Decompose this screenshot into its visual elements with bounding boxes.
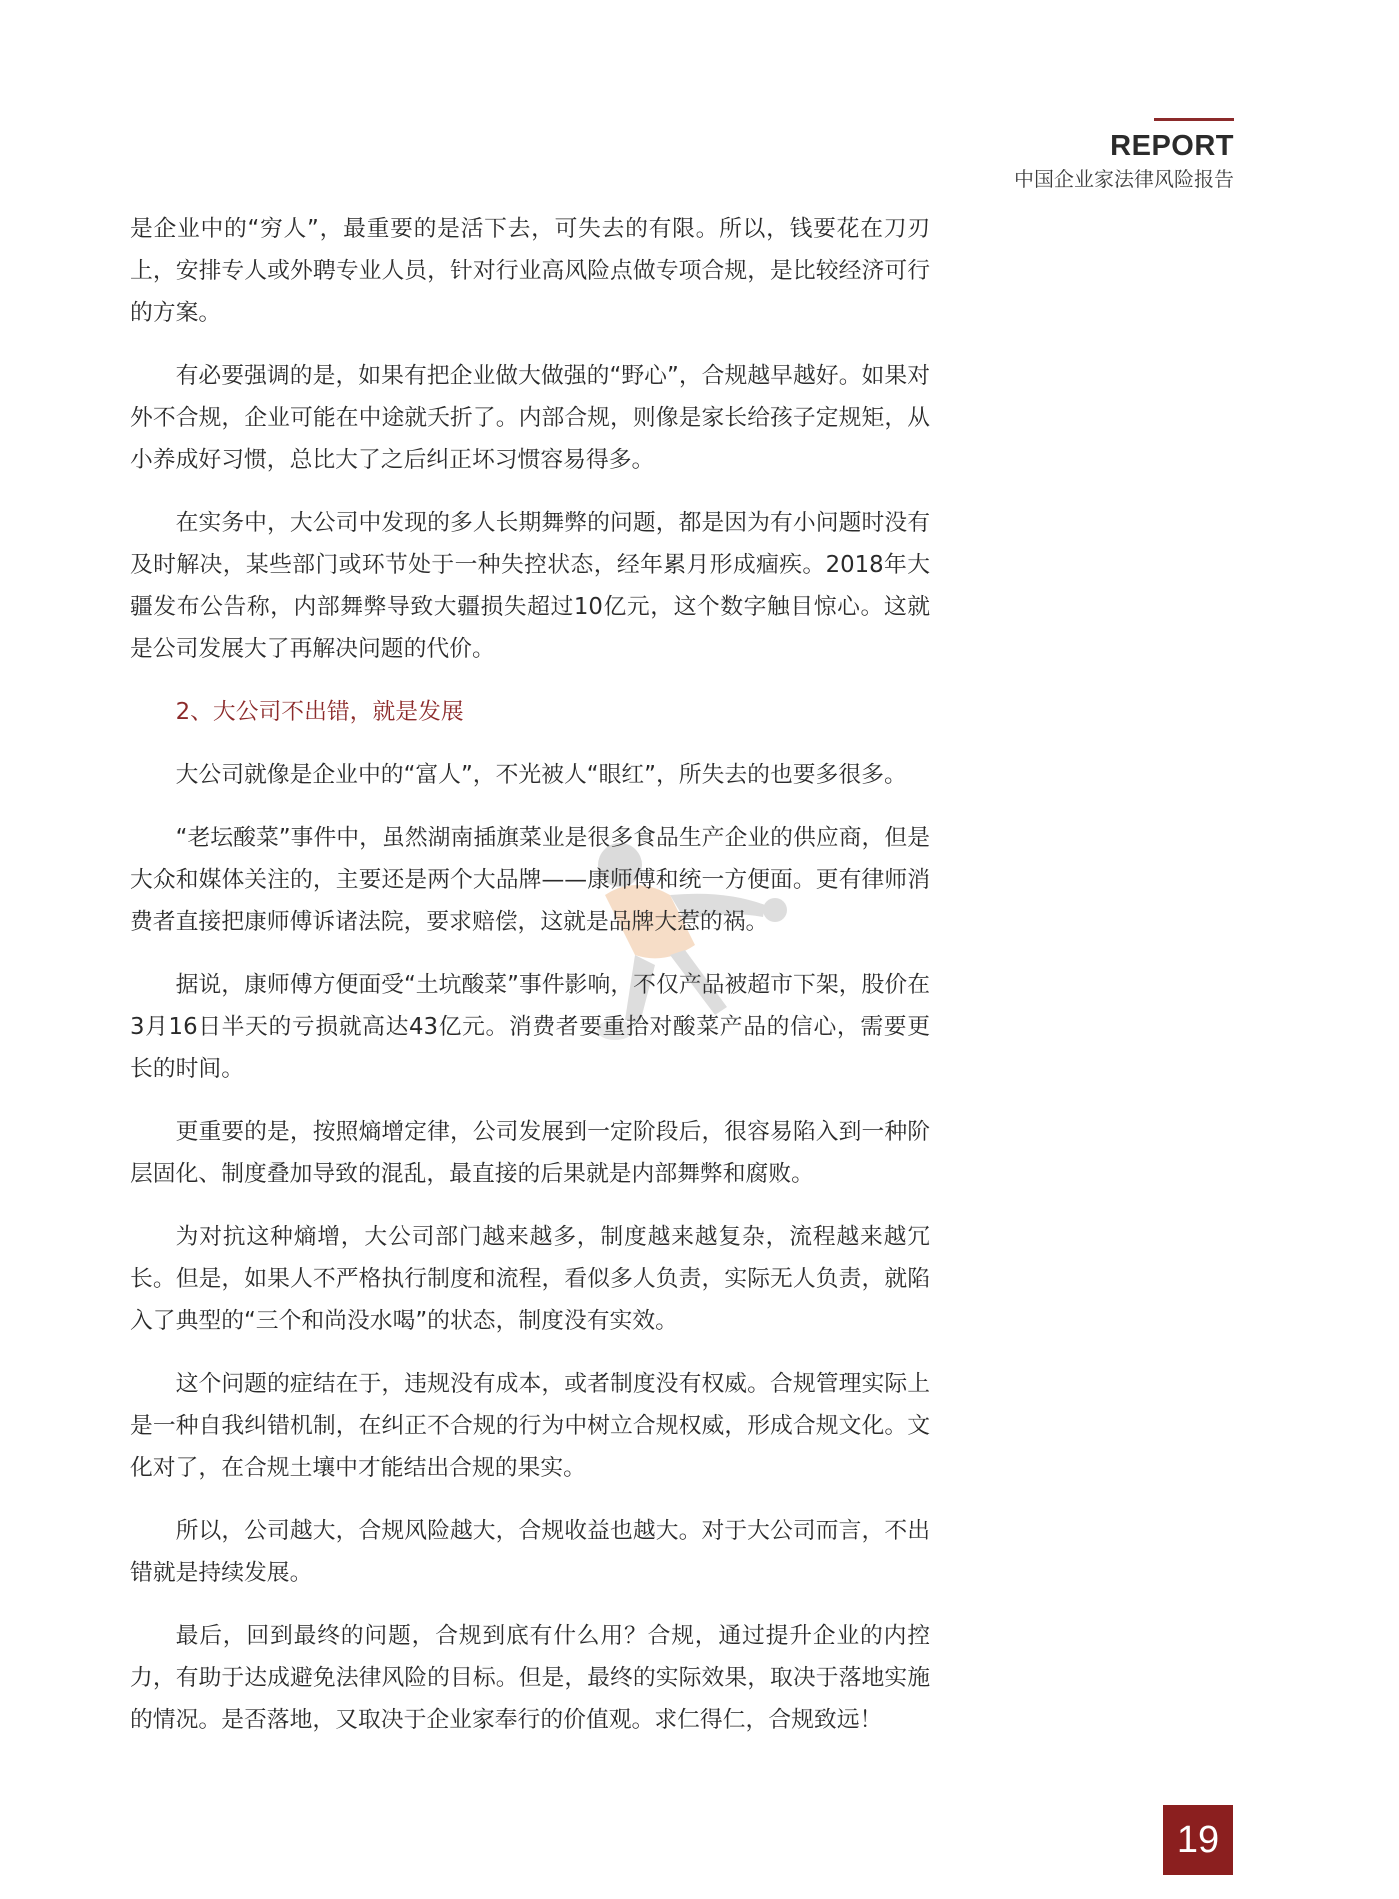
paragraph: 所以，公司越大，合规风险越大，合规收益也越大。对于大公司而言，不出错就是持续发展。: [130, 1518, 930, 1586]
paragraph: 最后，回到最终的问题，合规到底有什么用？合规，通过提升企业的内控力，有助于达成避免法律风险的目标。但是，最终的实际效果，取决于落地实施的情况。是否落地，又取决于企业家奉行的价值观。求仁得仁，合规致远！: [130, 1623, 930, 1733]
section-heading: 2、大公司不出错，就是发展: [175, 699, 464, 725]
report-title: REPORT: [1110, 130, 1234, 162]
paragraph: 大公司就像是企业中的“富人”，不光被人“眼红”，所失去的也要多很多。: [175, 762, 907, 788]
paragraph: 为对抗这种熵增，大公司部门越来越多，制度越来越复杂，流程越来越冗长。但是，如果人不严格执行制度和流程，看似多人负责，实际无人负责，就陷入了典型的“三个和尚没水喝”的状态，制度没有实效。: [130, 1224, 930, 1334]
paragraph: 这个问题的症结在于，违规没有成本，或者制度没有权威。合规管理实际上是一种自我纠错机制，在纠正不合规的行为中树立合规权威，形成合规文化。文化对了，在合规土壤中才能结出合规的果实。: [130, 1371, 930, 1481]
page-number: 19: [1163, 1805, 1233, 1875]
paragraph: 更重要的是，按照熵增定律，公司发展到一定阶段后，很容易陷入到一种阶层固化、制度叠加导致的混乱，最直接的后果就是内部舞弊和腐败。: [130, 1119, 930, 1187]
paragraph: 是企业中的“穷人”，最重要的是活下去，可失去的有限。所以，钱要花在刀刃上，安排专人或外聘专业人员，针对行业高风险点做专项合规，是比较经济可行的方案。: [130, 216, 930, 326]
header-accent-rule: [1154, 118, 1234, 121]
report-header: [1014, 118, 1234, 189]
paragraph: 据说，康师傅方便面受“土坑酸菜”事件影响，不仅产品被超市下架，股价在3月16日半天的亏损就高达43亿元。消费者要重拾对酸菜产品的信心，需要更长的时间。: [130, 972, 930, 1082]
article-body: [130, 208, 930, 1762]
paragraph: “老坛酸菜”事件中，虽然湖南插旗菜业是很多食品生产企业的供应商，但是大众和媒体关注的，主要还是两个大品牌——康师傅和统一方便面。更有律师消费者直接把康师傅诉诸法院，要求赔偿，这就是品牌大惹的祸。: [130, 825, 930, 935]
paragraph: 在实务中，大公司中发现的多人长期舞弊的问题，都是因为有小问题时没有及时解决，某些部门或环节处于一种失控状态，经年累月形成痼疾。2018年大疆发布公告称，内部舞弊导致大疆损失超过10亿元，这个数字触目惊心。这就是公司发展大了再解决问题的代价。: [130, 510, 930, 662]
report-subtitle: 中国企业家法律风险报告: [1014, 167, 1234, 191]
paragraph: 有必要强调的是，如果有把企业做大做强的“野心”，合规越早越好。如果对外不合规，企业可能在中途就夭折了。内部合规，则像是家长给孩子定规矩，从小养成好习惯，总比大了之后纠正坏习惯容易得多。: [130, 363, 930, 473]
